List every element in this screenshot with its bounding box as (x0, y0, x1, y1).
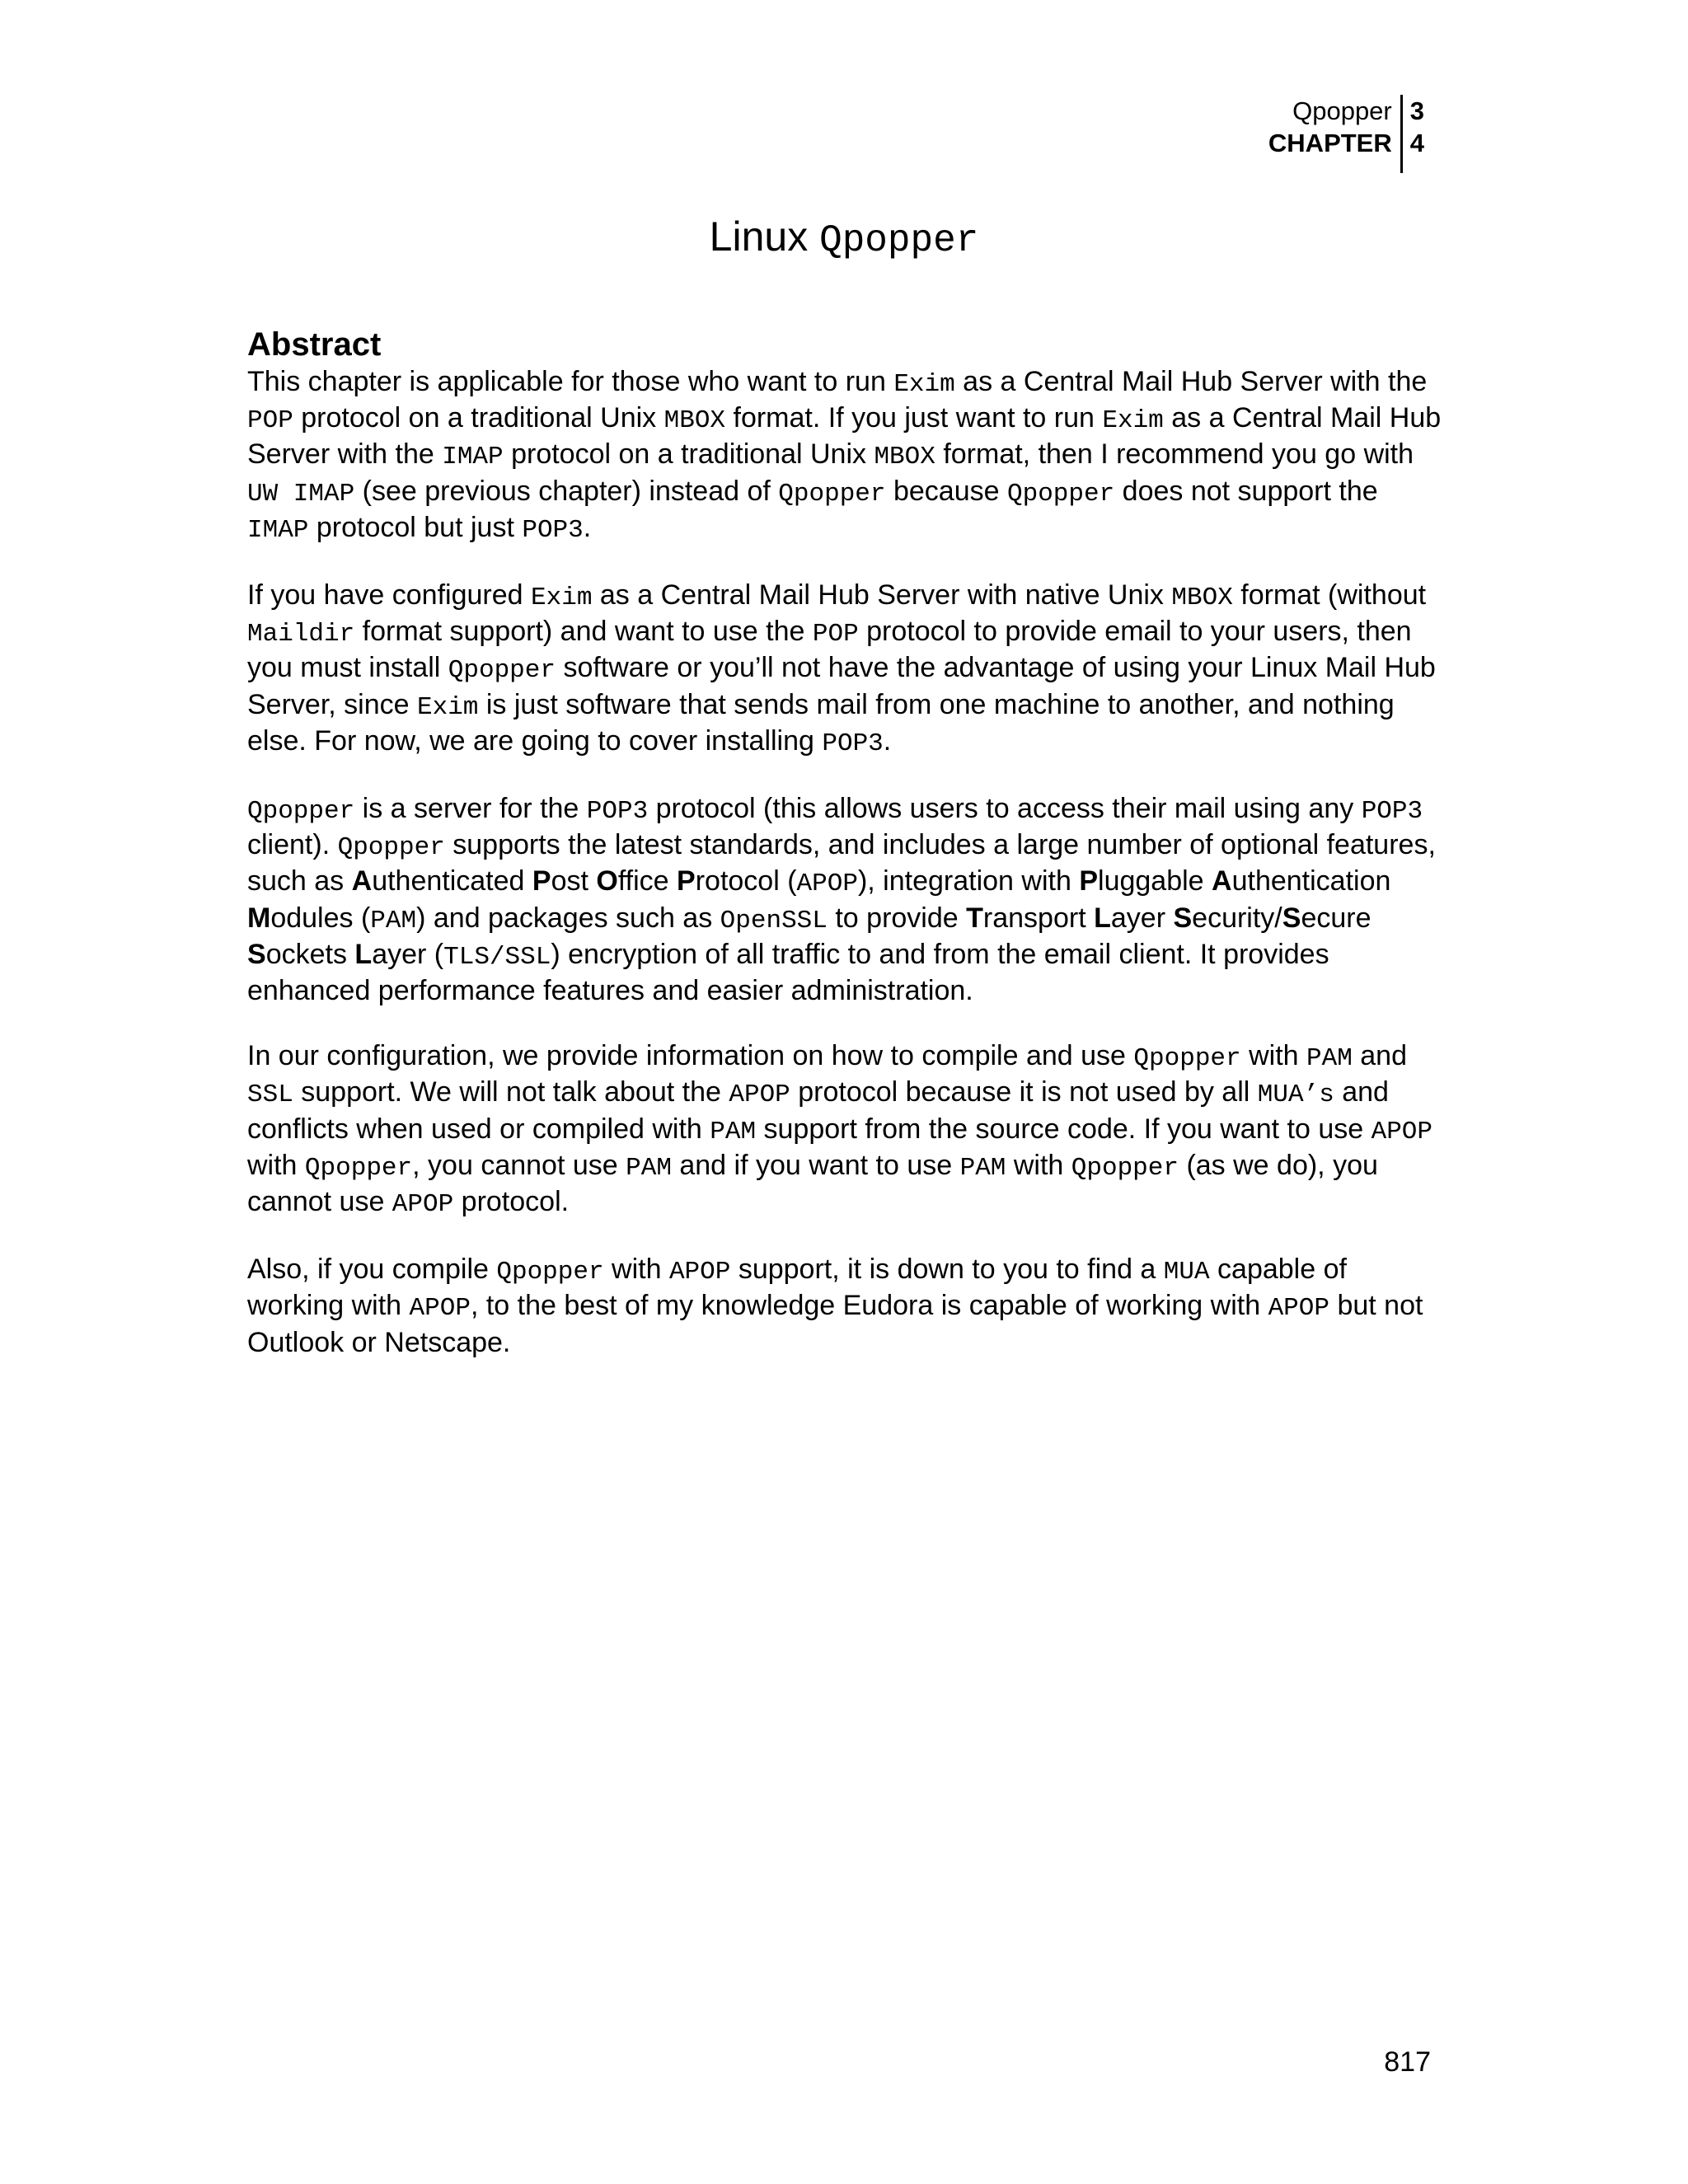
paragraph-line: with Qpopper, you cannot use PAM and if you want to use PAM with Qpopper (as we do), you (247, 1149, 1378, 1183)
running-header-numbers (1403, 95, 1424, 159)
running-header-labels (1268, 95, 1400, 159)
paragraph-line: you must install Qpopper software or you’ll not have the advantage of using your Linux Mail Hub (247, 652, 1436, 686)
paragraph-2 (247, 579, 1442, 761)
paragraph-3 (247, 792, 1442, 1008)
paragraph-line: Modules (PAM) and packages such as OpenSSL to provide Transport Layer Security/Secure (247, 902, 1372, 935)
paragraph-line: IMAP protocol but just POP3. (247, 511, 592, 545)
running-header (1268, 95, 1424, 173)
paragraph-line: SSL support. We will not talk about the APOP protocol because it is not used by all MUA’s and (247, 1076, 1389, 1110)
paragraph-line: client). Qpopper supports the latest standards, and includes a large number of optional features, (247, 829, 1436, 863)
page-number: 817 (1384, 2046, 1431, 2078)
running-header-part-number: 3 (1409, 96, 1424, 125)
paragraph-line: enhanced performance features and easier administration. (247, 975, 973, 1007)
paragraph-5 (247, 1253, 1442, 1360)
chapter-title-name: Qpopper (819, 219, 979, 262)
paragraph-line: conflicts when used or compiled with PAM support from the source code. If you want to use APOP (247, 1113, 1433, 1146)
paragraph-line: Qpopper is a server for the POP3 protocol (this allows users to access their mail using any POP3 (247, 793, 1423, 827)
paragraph-line: Maildir format support) and want to use the POP protocol to provide email to your users, then (247, 616, 1412, 649)
running-header-chapter-number: 4 (1409, 129, 1424, 157)
chapter-title-prefix: Linux (709, 213, 809, 260)
paragraph-line: In our configuration, we provide information on how to compile and use Qpopper with PAM and (247, 1040, 1407, 1074)
running-header-chapter-label: CHAPTER (1268, 129, 1392, 157)
paragraph-line: Outlook or Netscape. (247, 1326, 511, 1358)
running-header-section-name: Qpopper (1292, 96, 1392, 125)
paragraph-4 (247, 1039, 1442, 1221)
paragraph-line: Also, if you compile Qpopper with APOP support, it is down to you to find a MUA capable of (247, 1254, 1347, 1287)
paragraph-line: Server, since Exim is just software that sends mail from one machine to another, and nothing (247, 688, 1395, 722)
chapter-title (0, 211, 1688, 266)
paragraph-line: This chapter is applicable for those who want to run Exim as a Central Mail Hub Server with the (247, 366, 1428, 399)
main-content (247, 324, 1442, 1391)
paragraph-line: UW IMAP (see previous chapter) instead of Qpopper because Qpopper does not support the (247, 475, 1378, 509)
paragraph-line: cannot use APOP protocol. (247, 1186, 570, 1220)
paragraph-line: working with APOP, to the best of my knowledge Eudora is capable of working with APOP but not (247, 1290, 1423, 1324)
paragraph-1 (247, 365, 1442, 547)
paragraph-line: Sockets Layer (TLS/SSL) encryption of all traffic to and from the email client. It provides (247, 938, 1329, 972)
paragraph-line: POP protocol on a traditional Unix MBOX format. If you just want to run Exim as a Central Mail Hub (247, 402, 1442, 436)
paragraph-line: else. For now, we are going to cover installing POP3. (247, 724, 892, 758)
paragraph-line: Server with the IMAP protocol on a traditional Unix MBOX format, then I recommend you go with (247, 438, 1414, 472)
section-heading: Abstract (247, 326, 382, 363)
paragraph-line: such as Authenticated Post Office Protocol (APOP), integration with Pluggable Authentication (247, 865, 1391, 899)
paragraph-line: If you have configured Exim as a Central Mail Hub Server with native Unix MBOX format (without (247, 579, 1427, 613)
